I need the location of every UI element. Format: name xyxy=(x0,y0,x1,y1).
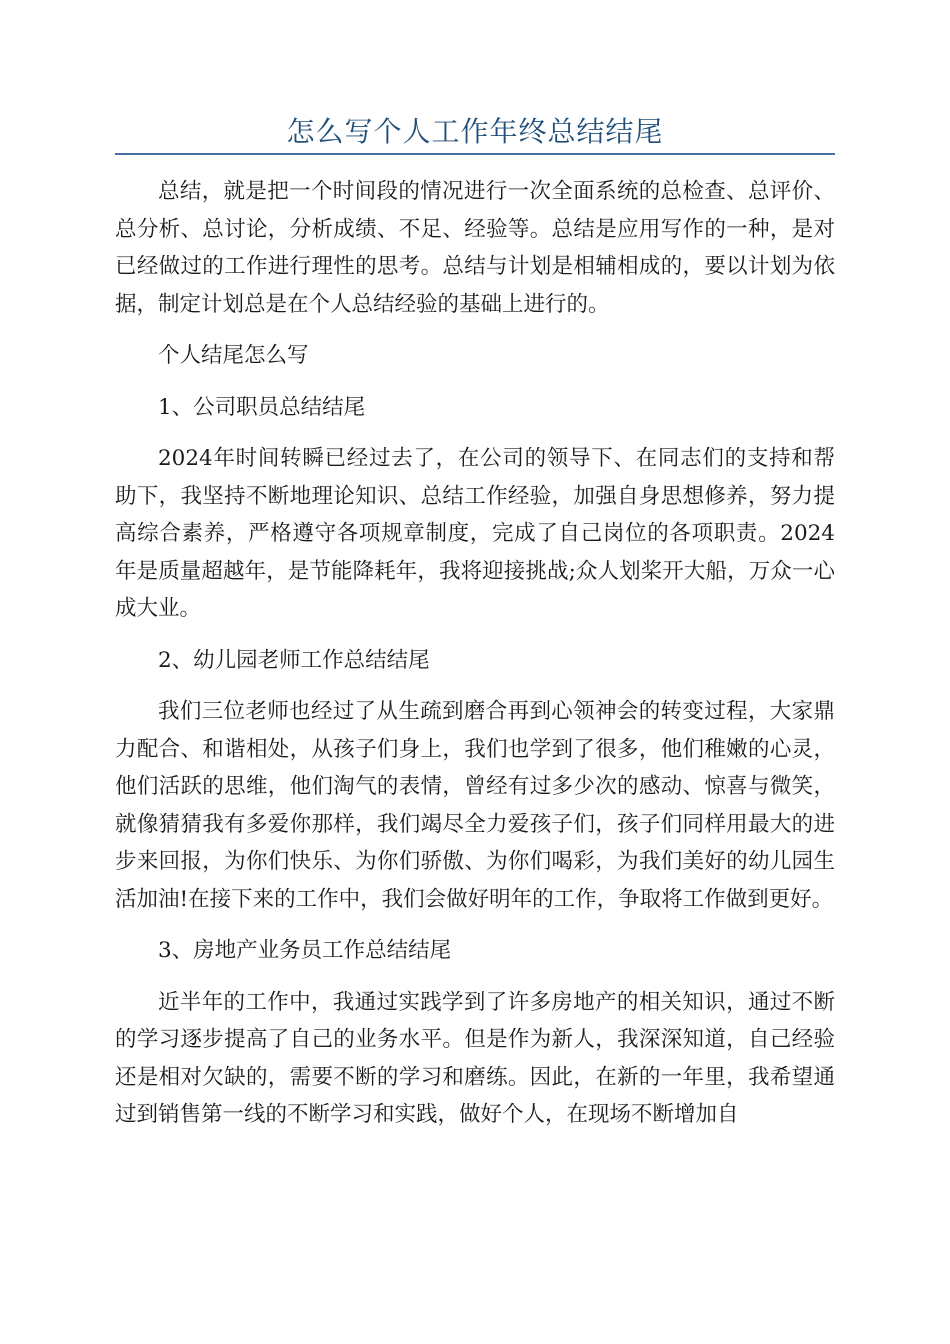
section-heading-how-to-write: 个人结尾怎么写 xyxy=(158,343,309,368)
company-staff-paragraph: 2024年时间转瞬已经过去了，在公司的领导下、在同志们的支持和帮助下，我坚持不断地理论知识、总结工作经验，加强自身思想修养，努力提高综合素养，严格遵守各项规章制度，完成了自己岗位的各项职责。2024年是质量超越年，是节能降耗年，我将迎接挑战;众人划桨开大船，万众一心成大业。 xyxy=(115,446,835,621)
kindergarten-teacher-paragraph: 我们三位老师也经过了从生疏到磨合再到心领神会的转变过程，大家鼎力配合、和谐相处，从孩子们身上，我们也学到了很多，他们稚嫩的心灵，他们活跃的思维，他们淘气的表情，曾经有过多少次的感动、惊喜与微笑，就像猜猜我有多爱你那样，我们竭尽全力爱孩子们，孩子们同样用最大的进步来回报，为你们快乐、为你们骄傲、为你们喝彩，为我们美好的幼儿园生活加油!在接下来的工作中，我们会做好明年的工作，争取将工作做到更好。 xyxy=(115,699,835,912)
document-body xyxy=(115,173,835,1148)
real-estate-agent-paragraph: 近半年的工作中，我通过实践学到了许多房地产的相关知识，通过不断的学习逐步提高了自己的业务水平。但是作为新人，我深深知道，自己经验还是相对欠缺的，需要不断的学习和磨练。因此，在新的一年里，我希望通过到销售第一线的不断学习和实践，做好个人，在现场不断增加自 xyxy=(115,989,835,1127)
document-title: 怎么写个人工作年终总结结尾 xyxy=(286,115,664,148)
intro-paragraph: 总结，就是把一个时间段的情况进行一次全面系统的总检查、总评价、总分析、总讨论，分析成绩、不足、经验等。总结是应用写作的一种，是对已经做过的工作进行理性的思考。总结与计划是相辅相成的，要以计划为依据，制定计划总是在个人总结经验的基础上进行的。 xyxy=(115,179,835,317)
section-heading-real-estate-agent: 3、房地产业务员工作总结结尾 xyxy=(158,938,452,963)
section-heading-kindergarten-teacher: 2、幼儿园老师工作总结结尾 xyxy=(158,647,430,673)
title-underline xyxy=(115,153,835,155)
section-heading-company-staff: 1、公司职员总结结尾 xyxy=(158,394,366,420)
